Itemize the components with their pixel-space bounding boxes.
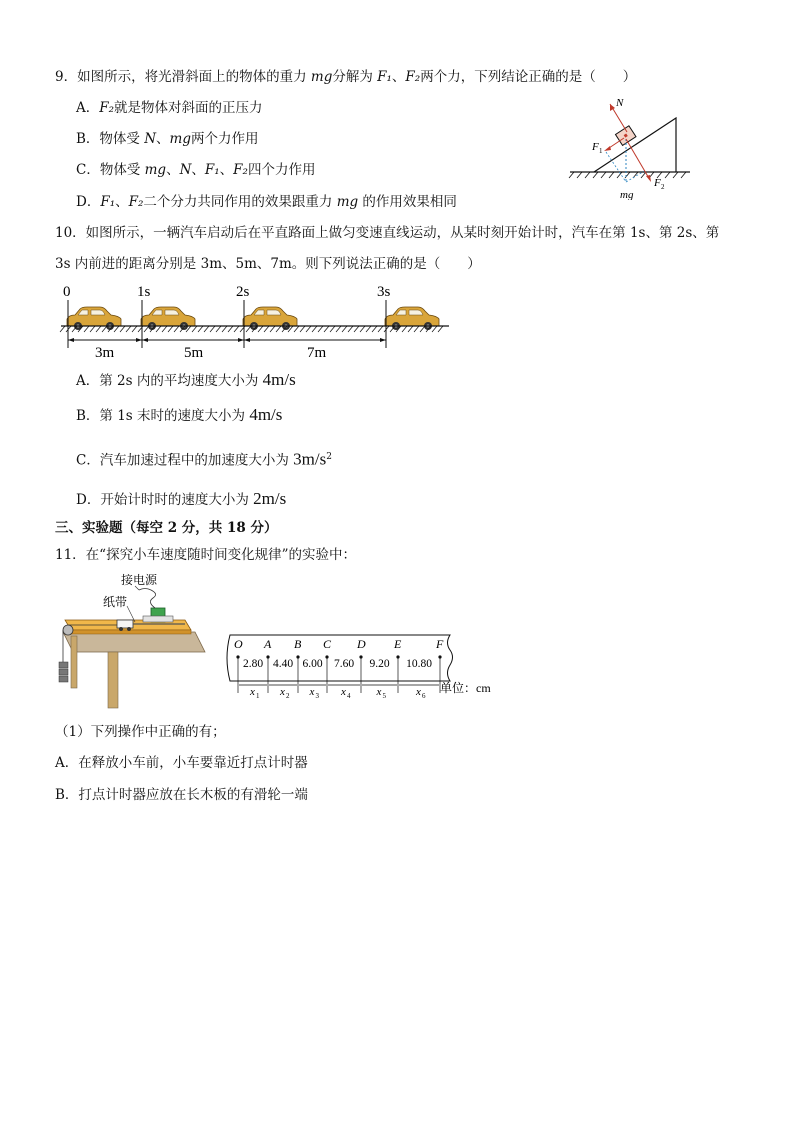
tape-x-label-4: x	[341, 686, 346, 698]
tape-x-sub-1: 1	[256, 692, 260, 700]
q9-stem: 9．如图所示，将光滑斜面上的物体的重力 mg分解为 F₁、F₂两个力，下列结论正确的是（ ）	[55, 69, 637, 85]
block	[615, 126, 635, 146]
tape-unit: 单位：cm	[440, 681, 491, 695]
incline-force-diagram	[566, 92, 696, 200]
f2-arrow	[626, 139, 650, 180]
time-label-1s: 1s	[137, 284, 151, 300]
label-tape: 纸带	[103, 595, 128, 609]
tape-value-4: 7.60	[333, 658, 355, 670]
label-n: N	[616, 97, 624, 109]
tape-x-sub-6: 6	[422, 692, 426, 700]
tape-point-label-O: O	[234, 637, 243, 651]
time-label-3s: 3s	[377, 284, 391, 300]
distance-label-3m: 3m	[95, 345, 115, 361]
time-label-0: 0	[63, 284, 71, 300]
tape-value-3: 6.00	[302, 658, 323, 670]
q9-option-c: C．物体受 mg、N、F₁、F₂四个力作用	[76, 162, 316, 178]
tape-x-sub-2: 2	[286, 692, 290, 700]
tape-x-label-2: x	[280, 686, 285, 698]
tape-point-label-D: D	[357, 637, 366, 651]
tape-point-label-E: E	[394, 637, 402, 651]
table-top	[63, 632, 205, 652]
tape-point-label-F: F	[436, 637, 444, 651]
q10-option-d: D．开始计时时的速度大小为 2m/s	[76, 489, 287, 508]
tape-x-sub-3: 3	[315, 692, 319, 700]
time-label-2s: 2s	[236, 284, 250, 300]
q9-option-d: D．F₁、F₂二个分力共同作用的效果跟重力 mg 的作用效果相同	[76, 194, 457, 210]
tape-point-label-A: A	[264, 637, 272, 651]
tape-x-sub-4: 4	[347, 692, 351, 700]
q9-option-a: A．F₂就是物体对斜面的正压力	[76, 100, 263, 116]
label-f2-sub: 2	[661, 183, 665, 191]
tape-value-6: 10.80	[406, 658, 432, 670]
q11-option-b: B．打点计时器应放在长木板的有滑轮一端	[55, 787, 308, 803]
tape-point-label-C: C	[323, 637, 332, 651]
table-leg	[108, 652, 118, 708]
car-motion-figure	[55, 280, 455, 362]
tape-x-label-3: x	[309, 686, 315, 698]
tape-value-5: 9.20	[369, 658, 390, 670]
tape-value-1: 2.80	[242, 658, 264, 670]
q10-option-a: A．第 2s 内的平均速度大小为 4m/s	[76, 370, 296, 389]
hanging-weight	[59, 662, 68, 668]
q9-option-b: B．物体受 N、mg两个力作用	[76, 131, 259, 147]
label-mg: mg	[620, 189, 634, 200]
incline-triangle	[594, 118, 676, 172]
q11-option-a: A．在释放小车前，小车要靠近打点计时器	[55, 755, 308, 771]
distance-label-7m: 7m	[307, 345, 327, 361]
q10-option-c: C．汽车加速过程中的加速度大小为 $3m/s^2$	[76, 449, 332, 469]
q10-stem-line2: 3s 内前进的距离分别是 3m、5m、7m。则下列说法正确的是（ ）	[55, 256, 481, 272]
power-wire	[139, 589, 156, 609]
tape-x-label-1: x	[250, 686, 255, 698]
label-f2: F	[654, 177, 661, 189]
label-f1-sub: 1	[599, 147, 603, 155]
q10-stem-line1: 10．如图所示，一辆汽车启动后在平直路面上做匀变速直线运动，从某时刻开始计时，汽车在第 1s、第 2s、第	[55, 225, 720, 241]
label-f1: F	[592, 141, 599, 153]
ground-hatch	[569, 172, 686, 178]
apparatus-figure	[55, 570, 215, 710]
ticker-tape-figure	[224, 633, 504, 701]
tape-x-label-6: x	[416, 686, 421, 698]
tape-x-label-5: x	[376, 686, 382, 698]
q11-sub1: （1）下列操作中正确的有；	[55, 724, 226, 740]
label-power: 接电源	[121, 573, 158, 587]
pulley	[63, 625, 73, 635]
tape-value-2: 4.40	[272, 658, 294, 670]
distance-label-5m: 5m	[184, 345, 204, 361]
cart	[117, 620, 133, 628]
q11-stem: 11．在“探究小车速度随时间变化规律”的实验中：	[55, 547, 356, 563]
q10-option-b: B．第 1s 末时的速度大小为 4m/s	[76, 405, 283, 424]
section-3-title: 三、实验题（每空 2 分，共 18 分）	[55, 520, 278, 536]
tape-x-sub-5: 5	[382, 692, 386, 700]
tape-point-label-B: B	[294, 637, 302, 651]
